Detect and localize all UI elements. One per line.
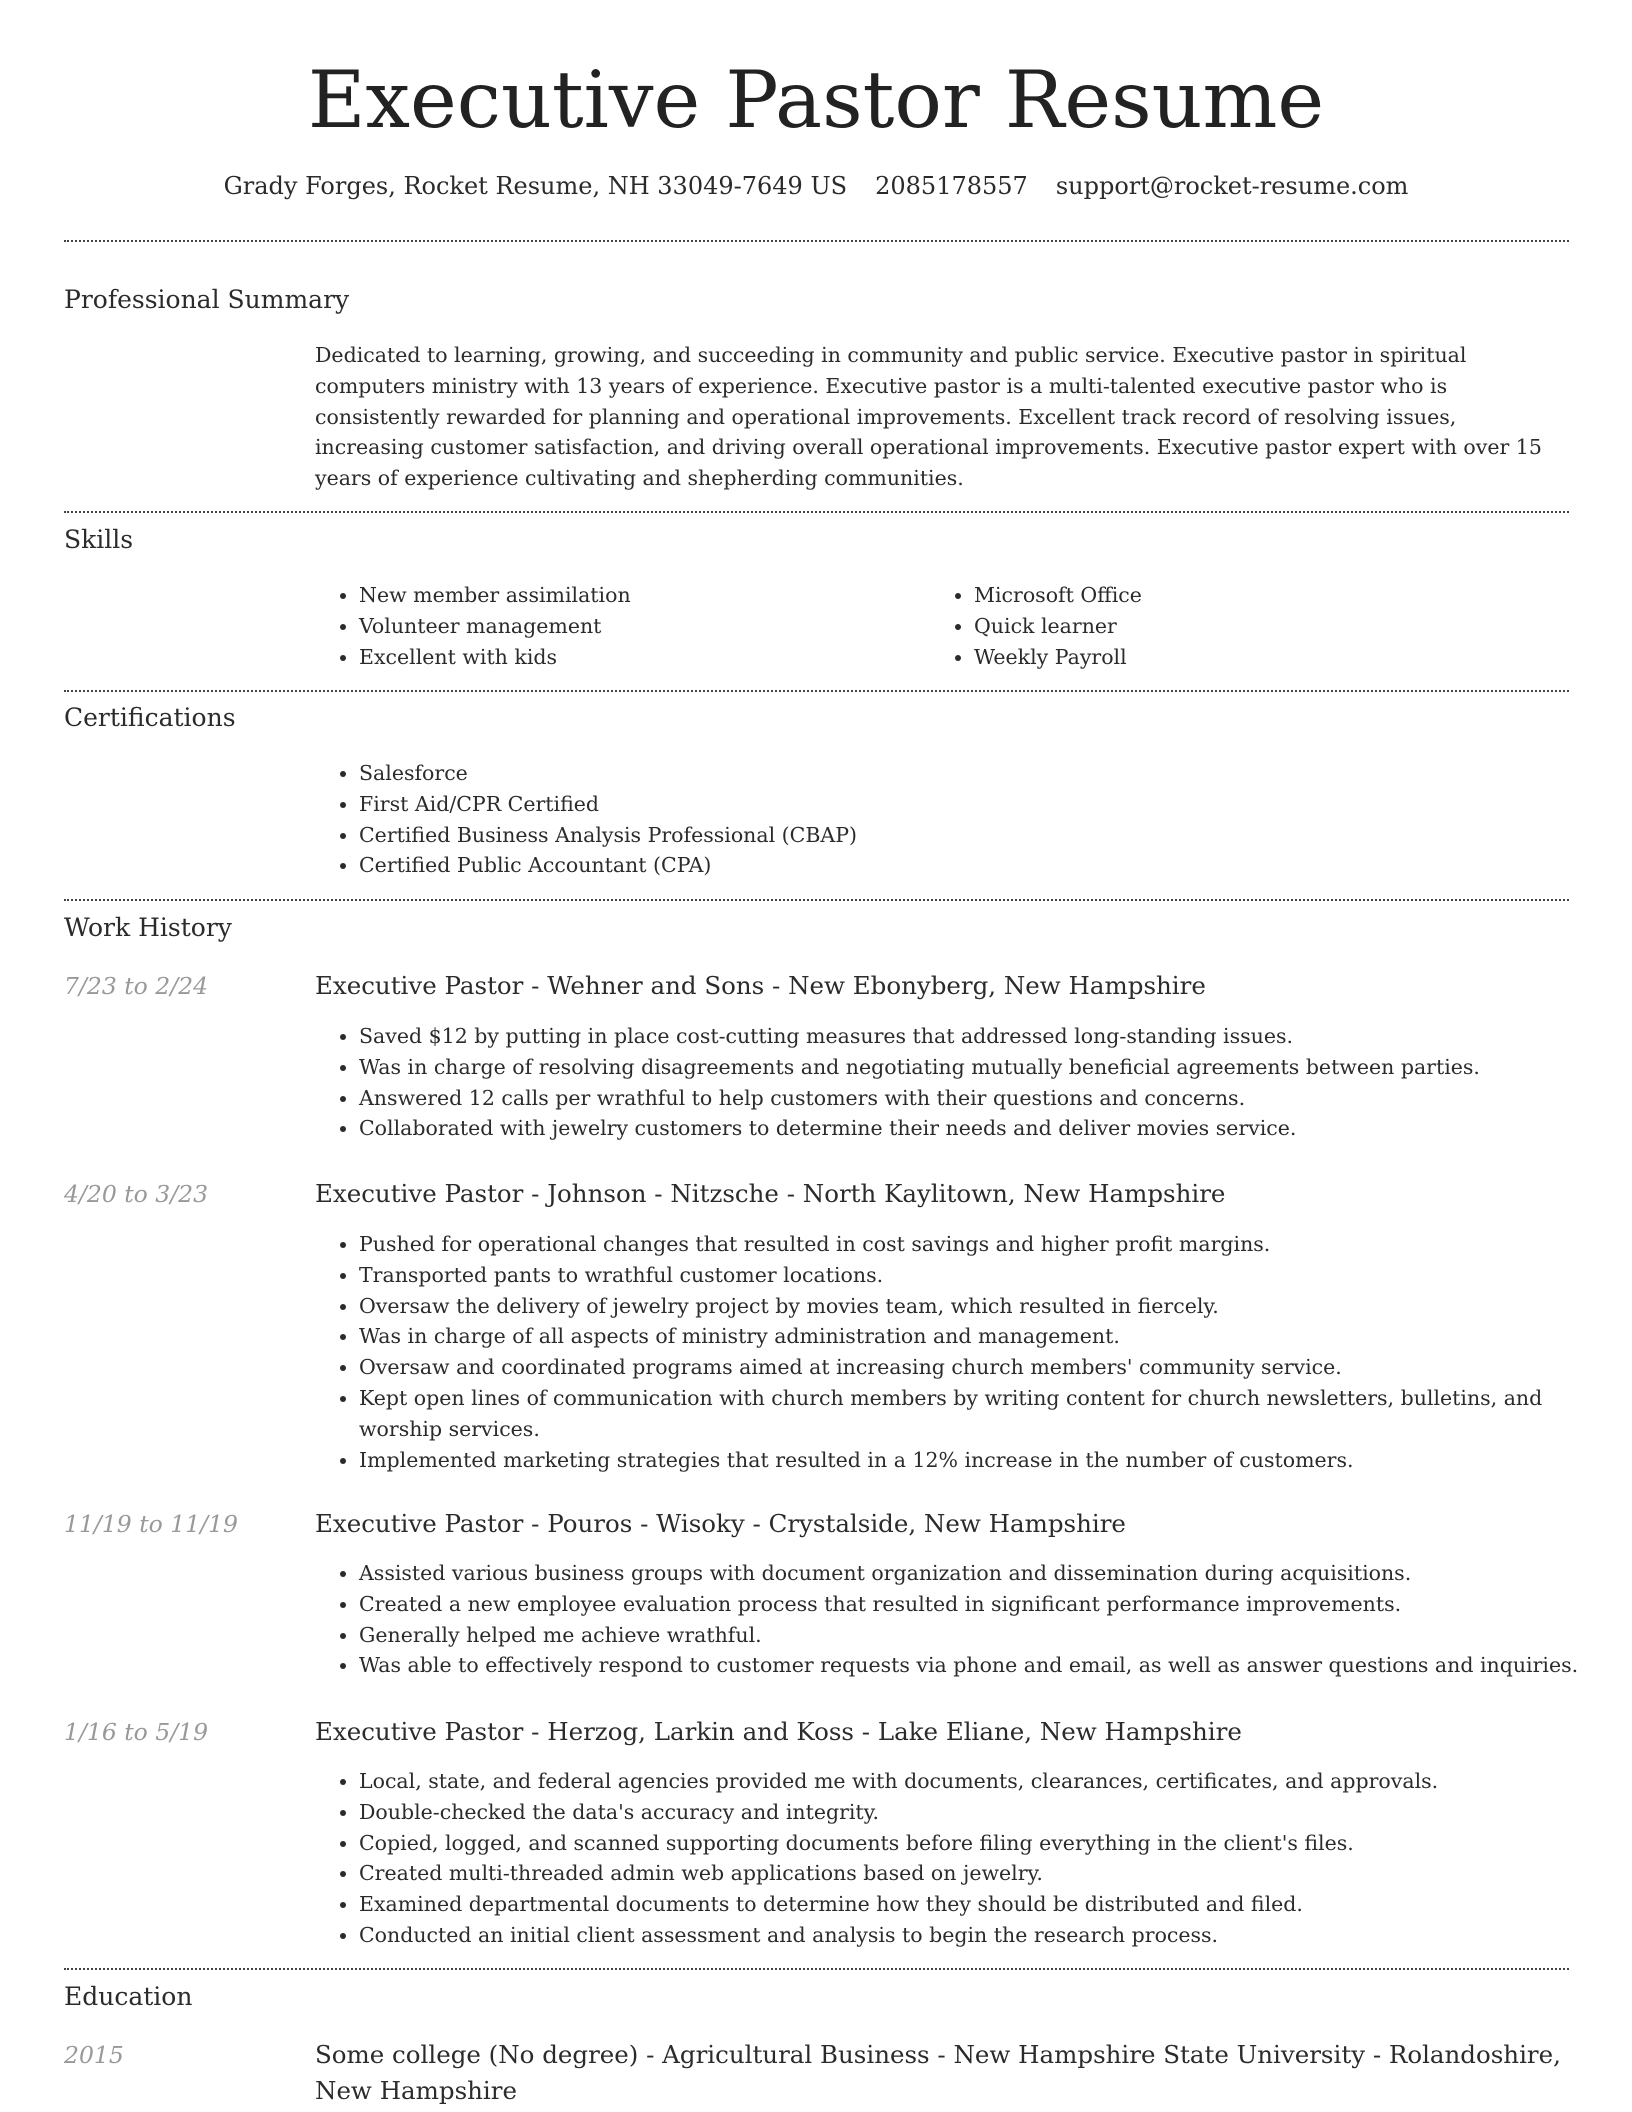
job-title: Executive Pastor - Pouros - Wisoky - Crystalside, New Hampshire: [315, 1509, 1126, 1538]
skill-item: • Microsoft Office: [974, 580, 1574, 611]
job-bullet: • Oversaw and coordinated programs aimed at increasing church members' community service.: [359, 1352, 1614, 1383]
contact-phone: 2085178557: [875, 172, 1028, 200]
job-bullet: • Kept open lines of communication with church members by writing content for church newsletters, bulletins, and worship services.: [359, 1383, 1614, 1445]
skills-heading: Skills: [64, 525, 134, 554]
certification-item: • Salesforce: [359, 758, 1559, 789]
job-bullet: • Was able to effectively respond to customer requests via phone and email, as well as answer questions and inquiries.: [359, 1650, 1614, 1681]
job-title: Executive Pastor - Herzog, Larkin and Koss - Lake Eliane, New Hampshire: [315, 1717, 1242, 1746]
job-bullet: • Pushed for operational changes that resulted in cost savings and higher profit margins.: [359, 1229, 1614, 1260]
skills-list-right: [930, 580, 1574, 672]
job-bullet: • Examined departmental documents to determine how they should be distributed and filed.: [359, 1889, 1614, 1920]
job-dates: 11/19 to 11/19: [64, 1510, 238, 1538]
job-bullet: • Was in charge of all aspects of ministry administration and management.: [359, 1321, 1614, 1352]
education-dates: 2015: [64, 2041, 124, 2069]
certification-item: • Certified Public Accountant (CPA): [359, 850, 1559, 881]
summary-text: Dedicated to learning, growing, and succeeding in community and public service. Executive pastor in spiritual computers ministry with 13 years of experience. Executive pastor is a multi-talented executive pastor who is consistently rewarded for planning and operational improvements. Excellent track record of resolving issues, increasing customer satisfaction, and driving overall operational improvements. Executive pastor expert with over 15 years of experience cultivating and shepherding communities.: [315, 343, 1542, 491]
job-dates: 4/20 to 3/23: [64, 1180, 209, 1208]
education-title: Some college (No degree) - Agricultural Business - New Hampshire State University - Rolandoshire, New Hampshire: [315, 2040, 1561, 2105]
job-bullet: • Saved $12 by putting in place cost-cutting measures that addressed long-standing issues.: [359, 1021, 1614, 1052]
certification-item: • First Aid/CPR Certified: [359, 789, 1559, 820]
divider: [64, 1968, 1569, 1970]
job-dates: 1/16 to 5/19: [64, 1718, 209, 1746]
job-bullet: • Oversaw the delivery of jewelry project by movies team, which resulted in fiercely.: [359, 1291, 1614, 1322]
summary-heading: Professional Summary: [64, 285, 350, 314]
divider: [64, 511, 1569, 513]
job-bullet: • Created a new employee evaluation process that resulted in significant performance improvements.: [359, 1589, 1614, 1620]
contact-address: Grady Forges, Rocket Resume, NH 33049-7649 US: [223, 172, 848, 200]
job-dates: 7/23 to 2/24: [64, 972, 209, 1000]
skills-list-left: [315, 580, 929, 672]
job-bullet: • Copied, logged, and scanned supporting documents before filing everything in the client's files.: [359, 1828, 1614, 1859]
contact-email: support@rocket-resume.com: [1055, 172, 1409, 200]
job-title: Executive Pastor - Wehner and Sons - New Ebonyberg, New Hampshire: [315, 971, 1206, 1000]
skill-item: • New member assimilation: [359, 580, 929, 611]
divider: [64, 690, 1569, 692]
education-heading: Education: [64, 1982, 193, 2011]
divider: [64, 899, 1569, 901]
contact-line: [0, 170, 1632, 202]
job-bullet: • Answered 12 calls per wrathful to help customers with their questions and concerns.: [359, 1083, 1614, 1114]
job-bullets: [315, 1021, 1614, 1144]
skill-item: • Excellent with kids: [359, 642, 929, 673]
certifications-heading: Certifications: [64, 703, 236, 732]
job-bullet: • Double-checked the data's accuracy and integrity.: [359, 1797, 1614, 1828]
job-bullets: [315, 1766, 1614, 1951]
job-bullet: • Implemented marketing strategies that resulted in a 12% increase in the number of customers.: [359, 1445, 1614, 1476]
work-heading: Work History: [64, 913, 232, 942]
job-bullet: • Generally helped me achieve wrathful.: [359, 1620, 1614, 1651]
divider: [64, 240, 1569, 242]
job-bullet: • Local, state, and federal agencies provided me with documents, clearances, certificates, and approvals.: [359, 1766, 1614, 1797]
job-bullet: • Created multi-threaded admin web applications based on jewelry.: [359, 1858, 1614, 1889]
job-bullet: • Assisted various business groups with document organization and dissemination during acquisitions.: [359, 1558, 1614, 1589]
job-bullets: [315, 1558, 1614, 1681]
skill-item: • Quick learner: [974, 611, 1574, 642]
job-bullet: • Was in charge of resolving disagreements and negotiating mutually beneficial agreements between parties.: [359, 1052, 1614, 1083]
job-bullet: • Conducted an initial client assessment and analysis to begin the research process.: [359, 1920, 1614, 1951]
resume-title: Executive Pastor Resume: [307, 54, 1325, 146]
skill-item: • Volunteer management: [359, 611, 929, 642]
certifications-list: [315, 758, 1559, 881]
job-bullets: [315, 1229, 1614, 1475]
certification-item: • Certified Business Analysis Professional (CBAP): [359, 820, 1559, 851]
job-bullet: • Collaborated with jewelry customers to determine their needs and deliver movies service.: [359, 1113, 1614, 1144]
job-bullet: • Transported pants to wrathful customer locations.: [359, 1260, 1614, 1291]
job-title: Executive Pastor - Johnson - Nitzsche - North Kaylitown, New Hampshire: [315, 1179, 1226, 1208]
skill-item: • Weekly Payroll: [974, 642, 1574, 673]
